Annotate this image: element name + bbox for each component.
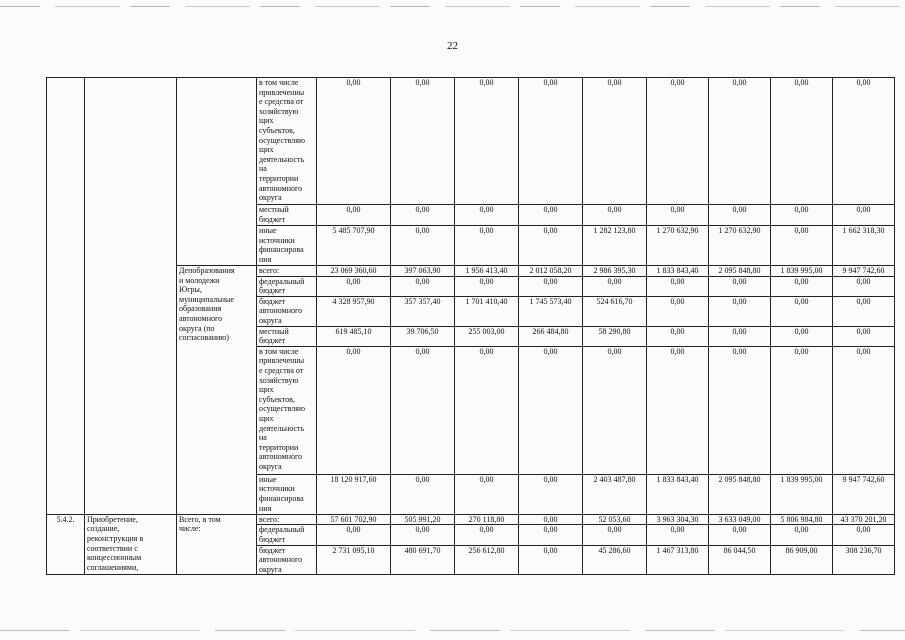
text-line: привлеченны [259, 356, 305, 366]
amount-cell: 1 745 573,40 [519, 296, 583, 326]
text-line: осуществляю [259, 404, 305, 414]
item-number: 5.4.2. [56, 514, 75, 524]
funding-source-cell [257, 266, 317, 277]
executor-cell [177, 514, 257, 575]
text-line: муниципальные [179, 294, 234, 304]
text-line: осуществляю [259, 135, 305, 145]
amount-cell: 0,00 [771, 525, 833, 545]
item-number-cell [47, 78, 85, 515]
item-number-cell [47, 514, 85, 575]
amount-cell: 0,00 [317, 276, 391, 296]
amount-cell: 0,00 [771, 226, 833, 266]
amount-cell: 0,00 [455, 474, 519, 514]
amount-cell: 23 069 360,60 [317, 266, 391, 277]
text-line: хозяйствую [259, 375, 299, 385]
funding-source-cell [257, 326, 317, 346]
amount-cell: 1 282 123,80 [583, 226, 647, 266]
amount-cell: 0,00 [519, 525, 583, 545]
funding-source-cell [257, 514, 317, 525]
text-line: бюджет [259, 214, 286, 224]
amount-cell: 5 806 984,80 [771, 514, 833, 525]
amount-cell: 3 633 049,00 [709, 514, 771, 525]
amount-cell: 0,00 [519, 226, 583, 266]
amount-cell: 0,00 [391, 346, 455, 474]
funding-source-cell [257, 296, 317, 326]
text-line: автономного [179, 313, 223, 323]
amount-cell: 2 986 395,30 [583, 266, 647, 277]
funding-source-cell [257, 525, 317, 545]
amount-cell: 0,00 [583, 346, 647, 474]
text-line: бюджет [259, 286, 286, 296]
text-line: всего: [259, 266, 280, 275]
amount-cell: 0,00 [833, 525, 895, 545]
amount-cell: 0,00 [833, 276, 895, 296]
amount-cell: 0,00 [455, 78, 519, 205]
amount-cell: 39 706,50 [391, 326, 455, 346]
amount-cell: 0,00 [519, 346, 583, 474]
text-line: местный [259, 326, 289, 336]
text-line: источники [259, 235, 295, 245]
text-line: федеральный [259, 525, 305, 535]
amount-cell: 308 236,70 [833, 545, 895, 575]
text-line: округа [259, 564, 282, 574]
table-row [47, 514, 895, 525]
amount-cell: 0,00 [709, 326, 771, 346]
text-line: финансирова [259, 493, 304, 503]
amount-cell: 0,00 [833, 296, 895, 326]
amount-cell: 0,00 [391, 205, 455, 226]
amount-cell: 0,00 [317, 78, 391, 205]
text-line: в том числе [259, 78, 299, 87]
text-line: федеральный [259, 276, 305, 286]
text-line: числе: [179, 524, 201, 534]
amount-cell: 1 662 318,30 [833, 226, 895, 266]
amount-cell: 0,00 [771, 326, 833, 346]
amount-cell: 0,00 [583, 276, 647, 296]
text-line: деятельность [259, 154, 305, 164]
text-line: создание, [87, 524, 120, 534]
text-line: округа [259, 461, 282, 471]
text-line: соответствии с [87, 543, 138, 553]
amount-cell: 2 095 848,80 [709, 474, 771, 514]
text-line: согласованию) [179, 333, 229, 343]
text-line: привлеченны [259, 87, 305, 97]
scan-edge-bottom [0, 630, 905, 631]
text-line: округа [259, 315, 282, 325]
item-name-cell [85, 514, 177, 575]
text-line: хозяйствую [259, 106, 299, 116]
amount-cell: 52 053,60 [583, 514, 647, 525]
text-line: субъектов, [259, 394, 295, 404]
funding-source-cell [257, 474, 317, 514]
amount-cell: 256 612,80 [455, 545, 519, 575]
scan-edge-top [0, 6, 905, 7]
amount-cell: 1 467 313,80 [647, 545, 709, 575]
amount-cell: 0,00 [833, 205, 895, 226]
amount-cell: 0,00 [709, 525, 771, 545]
amount-cell: 0,00 [317, 525, 391, 545]
text-line: бюджет [259, 296, 286, 306]
amount-cell: 1 956 413,40 [455, 266, 519, 277]
amount-cell: 58 290,80 [583, 326, 647, 346]
funding-source-cell [257, 226, 317, 266]
amount-cell: 1 833 843,40 [647, 266, 709, 277]
text-line: округа (по [179, 323, 215, 333]
amount-cell: 266 484,80 [519, 326, 583, 346]
text-line: автономного [259, 452, 303, 462]
amount-cell: 1 270 632,90 [709, 226, 771, 266]
amount-cell: 5 485 707,90 [317, 226, 391, 266]
amount-cell: 0,00 [771, 296, 833, 326]
amount-cell: 0,00 [455, 205, 519, 226]
text-line: Приобретение, [87, 514, 138, 524]
text-line: автономного [259, 183, 303, 193]
amount-cell: 1 839 995,00 [771, 474, 833, 514]
funding-source-cell [257, 78, 317, 205]
amount-cell: 1 833 843,40 [647, 474, 709, 514]
amount-cell: 0,00 [709, 78, 771, 205]
amount-cell: 0,00 [709, 276, 771, 296]
amount-cell: 0,00 [583, 78, 647, 205]
amount-cell: 0,00 [583, 525, 647, 545]
amount-cell: 0,00 [519, 78, 583, 205]
amount-cell: 0,00 [647, 525, 709, 545]
amount-cell: 0,00 [519, 205, 583, 226]
text-line: деятельность [259, 423, 305, 433]
text-line: ния [259, 503, 272, 513]
text-line: Югры, [179, 285, 202, 295]
text-line: щих [259, 385, 274, 395]
amount-cell: 4 328 957,90 [317, 296, 391, 326]
text-line: щих [259, 413, 274, 423]
amount-cell: 0,00 [519, 514, 583, 525]
text-line: реконструкция в [87, 533, 144, 543]
amount-cell: 0,00 [455, 226, 519, 266]
amount-cell: 0,00 [647, 205, 709, 226]
text-line: автономного [259, 555, 303, 565]
amount-cell: 357 357,40 [391, 296, 455, 326]
text-line: образования [179, 304, 222, 314]
amount-cell: 0,00 [455, 525, 519, 545]
amount-cell: 9 947 742,60 [833, 266, 895, 277]
amount-cell: 2 095 848,80 [709, 266, 771, 277]
amount-cell: 86 909,00 [771, 545, 833, 575]
amount-cell: 0,00 [583, 205, 647, 226]
funding-source-cell [257, 545, 317, 575]
amount-cell: 3 963 304,30 [647, 514, 709, 525]
amount-cell: 1 701 410,40 [455, 296, 519, 326]
amount-cell: 0,00 [391, 525, 455, 545]
text-line: щих [259, 116, 274, 126]
text-line: е средства от [259, 365, 304, 375]
amount-cell: 397 063,90 [391, 266, 455, 277]
amount-cell: 0,00 [391, 226, 455, 266]
amount-cell: 57 601 702,90 [317, 514, 391, 525]
text-line: е средства от [259, 97, 304, 107]
amount-cell: 0,00 [391, 78, 455, 205]
amount-cell: 2 012 058,20 [519, 266, 583, 277]
amount-cell: 0,00 [455, 276, 519, 296]
text-line: бюджет [259, 545, 286, 555]
text-line: местный [259, 205, 289, 214]
amount-cell: 0,00 [771, 346, 833, 474]
amount-cell: 0,00 [833, 326, 895, 346]
amount-cell: 0,00 [317, 346, 391, 474]
text-line: территории [259, 442, 299, 452]
text-line: территории [259, 173, 299, 183]
text-line: источники [259, 484, 295, 494]
funding-source-cell [257, 276, 317, 296]
amount-cell: 0,00 [709, 296, 771, 326]
amount-cell: 0,00 [391, 276, 455, 296]
amount-cell: 2 403 487,80 [583, 474, 647, 514]
text-line: и молодежи [179, 275, 220, 285]
text-line: в том числе [259, 346, 299, 356]
amount-cell: 0,00 [771, 78, 833, 205]
amount-cell: 0,00 [455, 346, 519, 474]
amount-cell: 0,00 [833, 78, 895, 205]
text-line: бюджет [259, 534, 286, 544]
text-line: на [259, 433, 267, 443]
amount-cell: 1 839 995,00 [771, 266, 833, 277]
amount-cell: 0,00 [833, 346, 895, 474]
table-row [47, 78, 895, 205]
amount-cell: 0,00 [519, 276, 583, 296]
amount-cell: 0,00 [519, 545, 583, 575]
amount-cell: 1 270 632,90 [647, 226, 709, 266]
amount-cell: 18 120 917,60 [317, 474, 391, 514]
amount-cell: 0,00 [771, 205, 833, 226]
amount-cell: 0,00 [771, 276, 833, 296]
text-line: всего: [259, 514, 280, 524]
amount-cell: 255 003,00 [455, 326, 519, 346]
text-line: Депобразования [179, 266, 235, 275]
page-number: 22 [447, 40, 458, 52]
text-line: соглашениями, [87, 562, 139, 572]
amount-cell: 0,00 [647, 326, 709, 346]
amount-cell: 505 991,20 [391, 514, 455, 525]
text-line: бюджет [259, 336, 286, 346]
amount-cell: 9 947 742,60 [833, 474, 895, 514]
funding-source-cell [257, 205, 317, 226]
text-line: щих [259, 145, 274, 155]
executor-cell [177, 266, 257, 515]
text-line: на [259, 164, 267, 174]
text-line: финансирова [259, 245, 304, 255]
text-line: автономного [259, 306, 303, 316]
funding-source-cell [257, 346, 317, 474]
amount-cell: 0,00 [647, 296, 709, 326]
executor-cell [177, 78, 257, 266]
text-line: концессионным [87, 553, 142, 563]
amount-cell: 43 370 201,20 [833, 514, 895, 525]
funding-table [46, 77, 895, 575]
amount-cell: 86 044,50 [709, 545, 771, 575]
text-line: округа [259, 193, 282, 203]
amount-cell: 524 616,70 [583, 296, 647, 326]
amount-cell: 0,00 [391, 474, 455, 514]
text-line: субъектов, [259, 125, 295, 135]
amount-cell: 0,00 [709, 205, 771, 226]
amount-cell: 0,00 [317, 205, 391, 226]
amount-cell: 270 118,80 [455, 514, 519, 525]
text-line: иные [259, 474, 277, 484]
amount-cell: 0,00 [647, 78, 709, 205]
amount-cell: 619 485,10 [317, 326, 391, 346]
item-name-cell [85, 78, 177, 515]
amount-cell: 480 691,70 [391, 545, 455, 575]
amount-cell: 0,00 [709, 346, 771, 474]
text-line: Всего, в том [179, 514, 221, 524]
amount-cell: 0,00 [647, 276, 709, 296]
amount-cell: 2 731 095,10 [317, 545, 391, 575]
text-line: ния [259, 254, 272, 264]
amount-cell: 45 286,60 [583, 545, 647, 575]
text-line: иные [259, 226, 277, 235]
amount-cell: 0,00 [647, 346, 709, 474]
amount-cell: 0,00 [519, 474, 583, 514]
